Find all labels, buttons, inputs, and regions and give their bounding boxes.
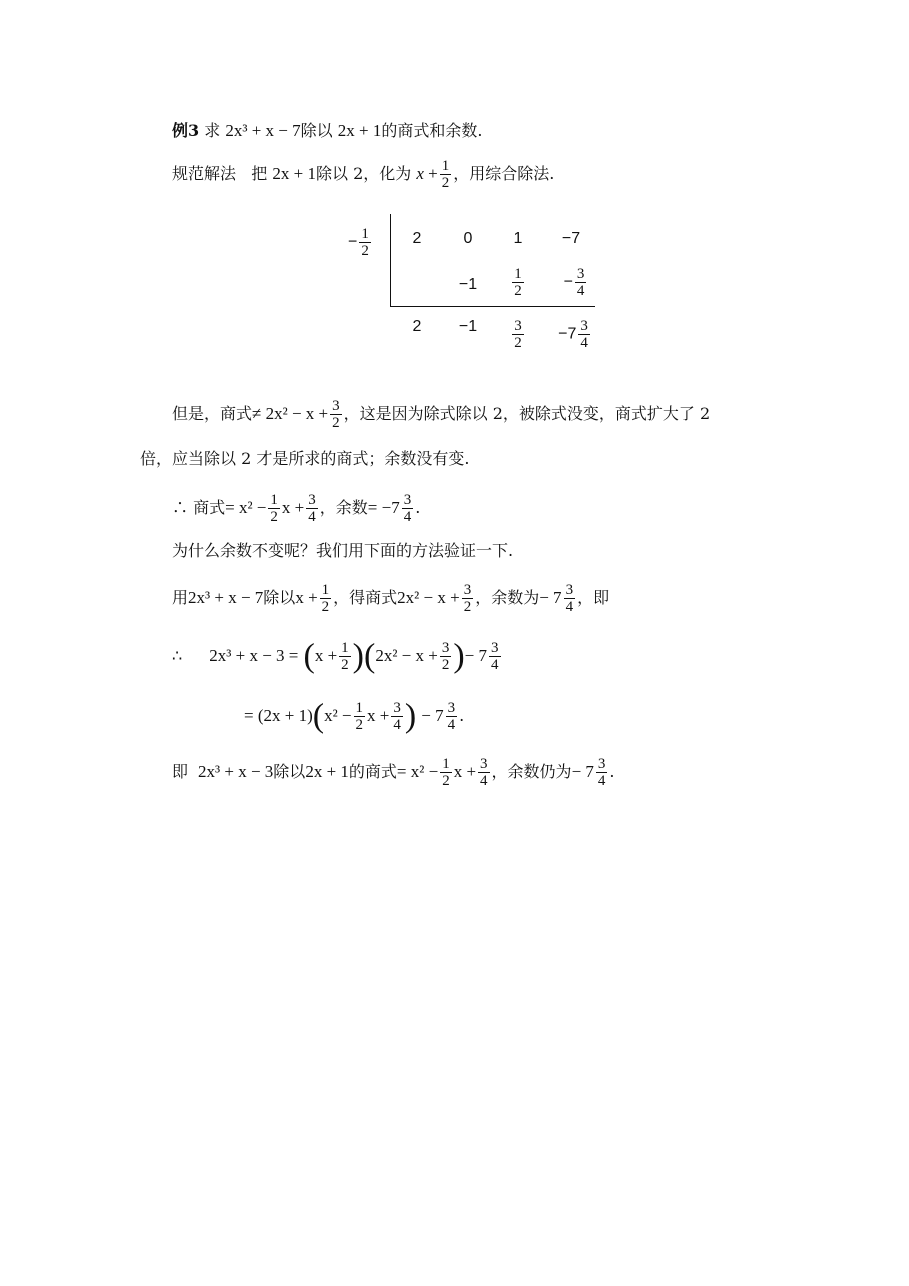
frac-den: 4 xyxy=(491,657,499,673)
frac-den: 4 xyxy=(403,509,412,525)
equation-line-2 xyxy=(244,697,465,735)
final-frac-r xyxy=(596,756,608,789)
para1-line2 xyxy=(140,448,469,470)
example-rest: 的商式和余数. xyxy=(381,121,483,140)
sd-r2-c3 xyxy=(493,266,543,299)
eq2-frac-2 xyxy=(391,700,403,733)
final-frac-1 xyxy=(440,756,452,789)
method-x: x + xyxy=(416,164,438,183)
sd-r2-c4 xyxy=(546,266,606,299)
verify-q: 2x² − x + xyxy=(397,588,460,607)
sd-horizontal-line xyxy=(390,306,595,307)
sd-r3-c2: −1 xyxy=(458,318,478,335)
frac-den: 2 xyxy=(341,657,349,673)
eq2-mid: x + xyxy=(367,706,390,725)
frac-den: 4 xyxy=(480,773,488,789)
verify-dividend: 2x³ + x − 7 xyxy=(188,588,264,607)
sd-root-frac xyxy=(359,226,371,259)
conclusion-frac3 xyxy=(402,492,414,525)
frac-num: 1 xyxy=(341,640,349,656)
para1-a: 但是，商式 xyxy=(172,404,253,423)
eq1-tail: − 7 xyxy=(464,646,488,665)
verify-r: − 7 xyxy=(539,588,562,607)
frac-num: 3 xyxy=(447,700,456,716)
eq1-lhs: 2x³ + x − 3 = xyxy=(209,646,299,665)
synthetic-division xyxy=(0,0,909,360)
frac-num: 3 xyxy=(308,492,316,508)
frac-num: 3 xyxy=(393,700,401,716)
frac-num: 1 xyxy=(270,492,278,508)
para1-line1 xyxy=(172,398,710,431)
verify-a: 用 xyxy=(172,588,189,607)
frac-num: 3 xyxy=(597,756,606,772)
example-divisor: 2x + 1 xyxy=(337,121,382,140)
frac-den: 2 xyxy=(514,283,522,299)
final-c: 的商式 xyxy=(348,762,397,781)
final-line xyxy=(172,756,615,789)
example-find: 求 xyxy=(204,121,221,140)
eq1-frac-p2 xyxy=(440,640,452,673)
sd-root-sign: − xyxy=(348,233,358,251)
sd-r3-c4 xyxy=(540,318,610,351)
frac-num: 1 xyxy=(514,266,522,282)
verify-d: ，得商式 xyxy=(333,588,398,607)
para1-d: ，这是因为除式除以 2，被除式没变，商式扩大了 2 xyxy=(343,404,711,423)
para1-b: ≠ 2x² − x + xyxy=(252,404,329,423)
frac-num: 3 xyxy=(576,266,585,282)
question-text: 为什么余数不变呢？我们用下面的方法验证一下. xyxy=(172,541,514,560)
sd-root xyxy=(348,226,373,259)
eq2-tail: − 7 xyxy=(421,706,444,725)
frac-num: 1 xyxy=(441,158,450,174)
frac-num: 3 xyxy=(491,640,499,656)
sd-r3-c1: 2 xyxy=(412,318,422,335)
conclusion-frac1 xyxy=(268,492,280,525)
sd-r3-c4-whole: −7 xyxy=(558,325,577,343)
equation-line-1 xyxy=(172,637,503,675)
sd-r2-c3-frac xyxy=(512,266,524,299)
example-dividend: 2x³ + x − 7 xyxy=(225,121,301,140)
para1-e: 倍，应当除以 2 才是所求的商式；余数没有变. xyxy=(140,449,470,468)
final-b: 除以 xyxy=(273,762,306,781)
verify-frac-half xyxy=(320,582,332,615)
sd-r2-c2: −1 xyxy=(458,276,478,293)
frac-num: 3 xyxy=(332,398,340,414)
sd-r3-c4-frac xyxy=(578,318,590,351)
sd-r2-c4-sign: − xyxy=(563,273,573,291)
conclusion-end: . xyxy=(415,498,421,517)
frac-num: 3 xyxy=(441,640,450,656)
sd-r1-c4: −7 xyxy=(561,230,581,247)
sd-r3-c3-frac xyxy=(512,318,524,351)
eq2-p: x² − xyxy=(324,706,352,725)
eq1-frac-p1 xyxy=(339,640,351,673)
eq1-paren-close-1: ) xyxy=(352,637,364,675)
method-text3: ，用综合除法. xyxy=(453,164,555,183)
eq1-p1: x + xyxy=(314,646,338,665)
frac-num: 3 xyxy=(480,756,488,772)
frac-num: 1 xyxy=(361,226,369,242)
eq2-frac-tail xyxy=(446,700,458,733)
eq1-paren-open-1: ( xyxy=(303,637,315,675)
eq1-paren-open-2: ( xyxy=(363,637,376,675)
frac-den: 4 xyxy=(447,717,456,733)
sd-r1-c3: 1 xyxy=(513,230,523,247)
final-q: = x² − xyxy=(396,762,439,781)
final-dividend: 2x³ + x − 3 xyxy=(198,762,274,781)
verify-c: x + xyxy=(295,588,318,607)
para1-frac xyxy=(330,398,342,431)
frac-den: 2 xyxy=(442,773,450,789)
frac-den: 2 xyxy=(321,599,330,615)
conclusion-mid: x + xyxy=(281,498,305,517)
eq2-lhs: = (2x + 1) xyxy=(244,706,313,725)
frac-num: 3 xyxy=(403,492,412,508)
frac-den: 2 xyxy=(361,243,369,259)
eq2-end: . xyxy=(459,706,465,725)
frac-den: 4 xyxy=(576,283,585,299)
example-divide-by: 除以 xyxy=(300,121,333,140)
final-mid: x + xyxy=(453,762,477,781)
eq1-frac-tail xyxy=(489,640,501,673)
verify-frac-q xyxy=(462,582,474,615)
frac-num: 1 xyxy=(355,700,364,716)
frac-num: 1 xyxy=(442,756,450,772)
final-a: 即 xyxy=(172,762,189,781)
method-text1: 把 xyxy=(251,164,268,183)
eq1-paren-close-2: ) xyxy=(453,637,465,675)
method-label: 规范解法 xyxy=(172,164,237,183)
frac-num: 3 xyxy=(565,582,574,598)
final-end: . xyxy=(609,762,615,781)
method-divisor: 2x + 1 xyxy=(272,164,316,183)
frac-num: 3 xyxy=(580,318,588,334)
frac-den: 4 xyxy=(580,335,588,351)
example-label: 例3 xyxy=(172,121,200,140)
frac-den: 4 xyxy=(597,773,606,789)
sd-vertical-line xyxy=(390,214,391,307)
frac-num: 3 xyxy=(463,582,472,598)
frac-den: 2 xyxy=(514,335,522,351)
conclusion-frac2 xyxy=(306,492,318,525)
final-frac-2 xyxy=(478,756,490,789)
verify-line xyxy=(172,582,609,615)
verify-frac-r xyxy=(564,582,576,615)
eq2-paren-open: ( xyxy=(312,697,325,735)
frac-den: 2 xyxy=(270,509,278,525)
frac-den: 2 xyxy=(441,657,450,673)
verify-e: ，余数为 xyxy=(475,588,540,607)
sd-r1-c1: 2 xyxy=(412,230,422,247)
question-line xyxy=(172,540,513,562)
sd-r3-c3 xyxy=(493,318,543,351)
frac-den: 4 xyxy=(565,599,574,615)
conclusion-line xyxy=(172,492,420,525)
frac-den: 4 xyxy=(308,509,316,525)
sd-r1-c2: 0 xyxy=(463,230,473,247)
sd-r2-c4-frac xyxy=(575,266,587,299)
frac-den: 2 xyxy=(332,415,340,431)
therefore-symbol: ∴ xyxy=(172,498,189,517)
conclusion-eq1: = x² − xyxy=(225,498,267,517)
eq2-paren-close: ) xyxy=(404,697,417,735)
method-text2: 除以 2，化为 xyxy=(315,164,412,183)
therefore-symbol-2: ∴ xyxy=(172,646,183,665)
conclusion-quot-label: 商式 xyxy=(193,498,226,517)
conclusion-rem-eq: = −7 xyxy=(367,498,400,517)
frac-den: 2 xyxy=(441,175,450,191)
final-divisor: 2x + 1 xyxy=(305,762,349,781)
verify-f: ，即 xyxy=(577,588,610,607)
frac-den: 2 xyxy=(463,599,472,615)
frac-den: 4 xyxy=(393,717,401,733)
verify-b: 除以 xyxy=(263,588,296,607)
frac-den: 2 xyxy=(355,717,364,733)
eq1-p2: 2x² − x + xyxy=(375,646,438,665)
conclusion-rem-label: ，余数 xyxy=(319,498,368,517)
final-d: ，余数仍为 xyxy=(491,762,572,781)
final-r: − 7 xyxy=(571,762,594,781)
eq2-frac-1 xyxy=(354,700,366,733)
frac-num: 3 xyxy=(514,318,522,334)
frac-num: 1 xyxy=(321,582,330,598)
